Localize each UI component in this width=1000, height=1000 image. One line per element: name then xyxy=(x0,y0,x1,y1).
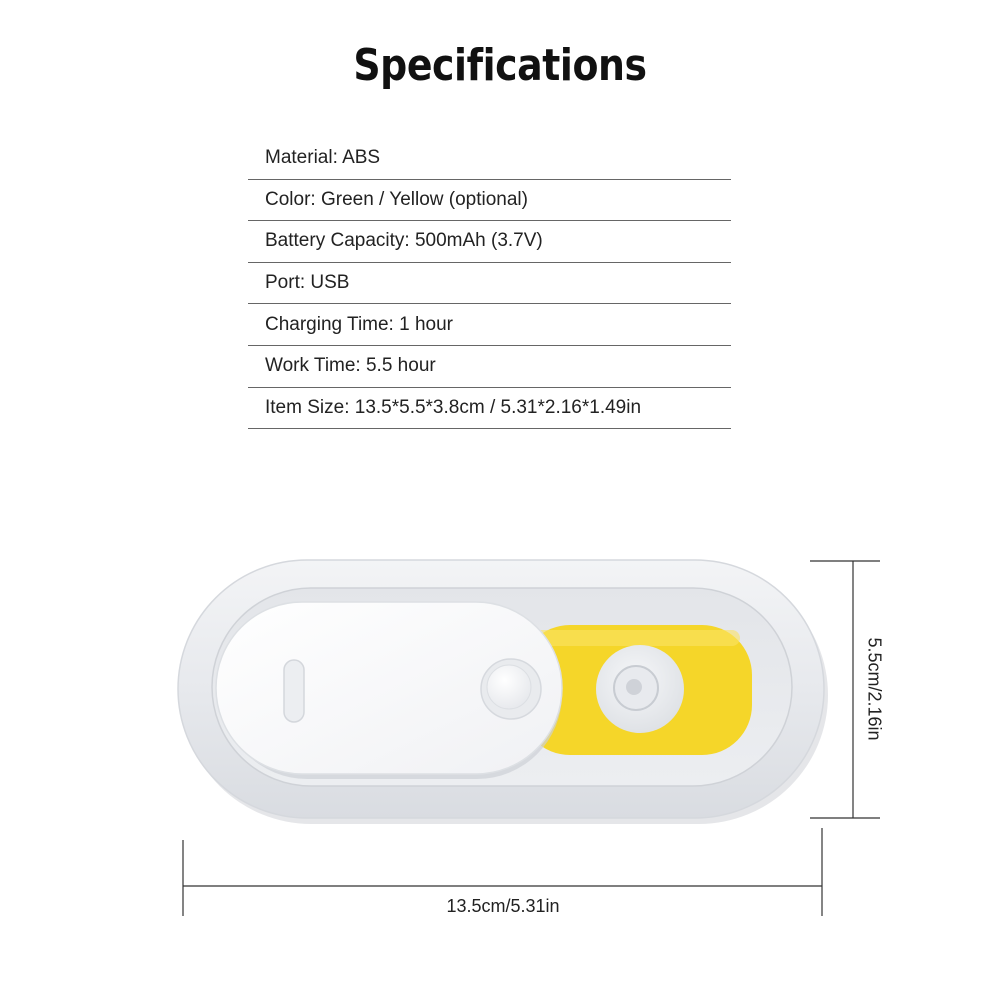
spec-row-work-time: Work Time: 5.5 hour xyxy=(248,346,731,388)
page-title: Specifications xyxy=(353,40,647,91)
cover-slot xyxy=(284,660,304,722)
spec-row-item-size: Item Size: 13.5*5.5*3.8cm / 5.31*2.16*1.49in xyxy=(248,388,731,430)
width-dimension-label: 13.5cm/5.31in xyxy=(446,896,560,916)
sensor-lens xyxy=(626,679,642,695)
spec-row-charging-time: Charging Time: 1 hour xyxy=(248,304,731,346)
spec-row-battery: Battery Capacity: 500mAh (3.7V) xyxy=(248,221,731,263)
height-dimension-label: 5.5cm/2.16in xyxy=(864,637,885,741)
light-panel-highlight xyxy=(530,630,740,646)
spec-row-material: Material: ABS xyxy=(248,138,731,180)
cover-button xyxy=(487,665,531,709)
spec-row-color: Color: Green / Yellow (optional) xyxy=(248,180,731,222)
spec-row-port: Port: USB xyxy=(248,263,731,305)
